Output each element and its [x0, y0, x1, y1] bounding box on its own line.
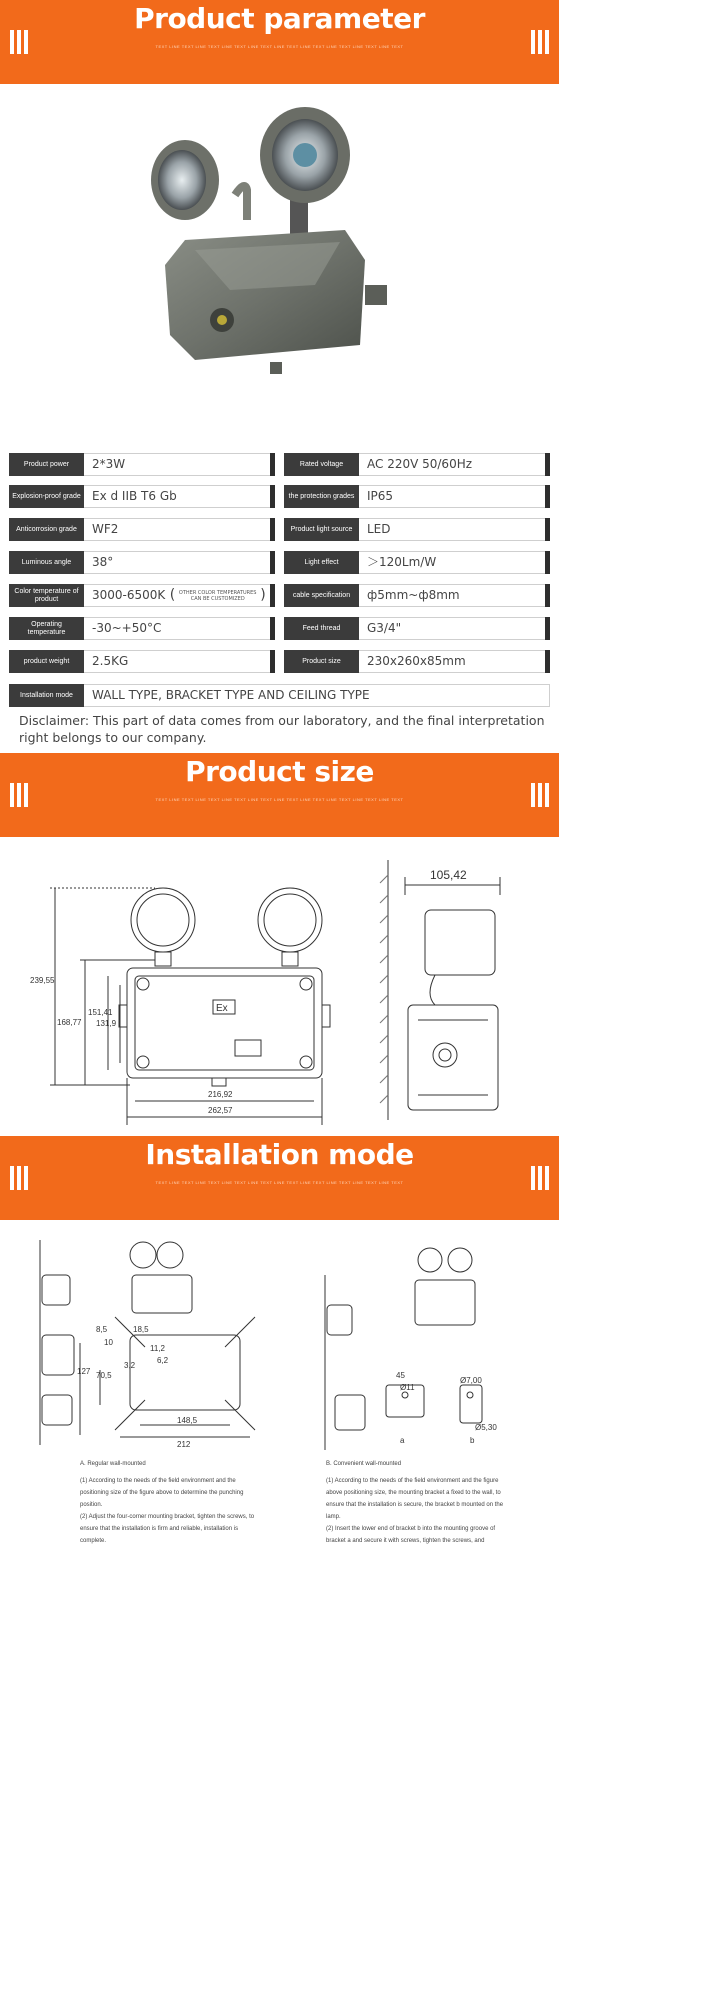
- param-row: [284, 453, 550, 476]
- banner-title: Installation mode: [145, 1138, 414, 1171]
- param-row: [9, 551, 275, 574]
- row-end-bar: [545, 650, 550, 673]
- param-label: Light effect: [284, 551, 359, 574]
- banner-title: Product size: [185, 755, 374, 788]
- row-end-bar: [545, 551, 550, 574]
- param-value: ф5mm~ф8mm: [367, 588, 460, 602]
- product-parameter-banner: [0, 0, 559, 84]
- dim-70-5: 70,5: [96, 1371, 112, 1380]
- param-row: [9, 617, 275, 640]
- param-label: Anticorrosion grade: [9, 518, 84, 541]
- caption-a-step-2: (2) Adjust the four-corner mounting bracket, tighten the screws, to ensure that the installation is firm and reliable, installation is complete.: [80, 1514, 255, 1544]
- param-value-cell: [84, 584, 270, 607]
- param-value: AC 220V 50/60Hz: [367, 457, 473, 471]
- size-drawing: [30, 855, 530, 1125]
- caption-a-title: A. Regular wall-mounted: [80, 1461, 146, 1467]
- param-value-cell: [84, 650, 270, 673]
- row-end-bar: [270, 485, 275, 508]
- param-label: Explosion-proof grade: [9, 485, 84, 508]
- paren-close: ): [260, 587, 266, 603]
- dim-127: 127: [77, 1367, 91, 1376]
- dim-d11: Ø11: [400, 1383, 415, 1392]
- ex-mark: Ex: [216, 1003, 228, 1014]
- param-value: 3000-6500K: [92, 588, 166, 602]
- caption-b: [326, 1458, 516, 1547]
- param-label: product weight: [9, 650, 84, 673]
- dim-d7: Ø7,00: [460, 1376, 482, 1385]
- param-value-cell: [84, 485, 270, 508]
- param-value-cell: [84, 617, 270, 640]
- caption-a-step-1: (1) According to the needs of the field environment and the positioning size of the figure above to determine the punching position.: [80, 1478, 244, 1508]
- product-photo: [140, 100, 420, 400]
- caption-b-title: B. Convenient wall-mounted: [326, 1461, 402, 1467]
- bars-icon: [531, 783, 549, 807]
- param-value-cell: [84, 453, 270, 476]
- param-value: 38°: [92, 555, 114, 569]
- param-label: Color temperature of product: [9, 584, 84, 607]
- dim-212: 212: [177, 1440, 191, 1449]
- param-label: the protection grades: [284, 485, 359, 508]
- param-value-cell: [359, 551, 545, 574]
- row-end-bar: [270, 650, 275, 673]
- bracket-b-label: b: [470, 1436, 475, 1445]
- color-temperature-note: OTHER COLOR TEMPERATURES CAN BE CUSTOMIZED: [178, 589, 257, 602]
- row-end-bar: [545, 518, 550, 541]
- param-row: [284, 584, 550, 607]
- banner-subtitle: TEXT LINE TEXT LINE TEXT LINE TEXT LINE TEXT LINE TEXT LINE TEXT LINE TEXT LINE TEXT LINE TEXT: [155, 797, 404, 802]
- dim-10: 10: [104, 1338, 113, 1347]
- param-value: Ex d IIB T6 Gb: [92, 489, 177, 503]
- param-value: 2.5KG: [92, 654, 129, 668]
- param-value: ＞120Lm/W: [367, 555, 437, 569]
- param-value: IP65: [367, 489, 394, 503]
- param-label: Installation mode: [9, 684, 84, 707]
- param-value-cell: [359, 617, 545, 640]
- param-label: Operating temperature: [9, 617, 84, 640]
- row-end-bar: [270, 518, 275, 541]
- param-value: WF2: [92, 522, 119, 536]
- dim-148-5: 148,5: [177, 1416, 198, 1425]
- dim-8-5: 8,5: [96, 1325, 108, 1334]
- param-value: LED: [367, 522, 391, 536]
- param-row: [9, 453, 275, 476]
- row-end-bar: [270, 551, 275, 574]
- dim-18-5: 18,5: [133, 1325, 149, 1334]
- dim-45: 45: [396, 1371, 405, 1380]
- param-label: Luminous angle: [9, 551, 84, 574]
- lamp-body: [165, 230, 387, 374]
- disclaimer-text: Disclaimer: This part of data comes from our laboratory, and the final interpretation right belongs to our company.: [19, 713, 545, 745]
- banner-title: Product parameter: [134, 2, 425, 35]
- banner-subtitle: TEXT LINE TEXT LINE TEXT LINE TEXT LINE TEXT LINE TEXT LINE TEXT LINE TEXT LINE TEXT LINE TEXT: [155, 1180, 404, 1185]
- param-label: Product size: [284, 650, 359, 673]
- product-size-banner: [0, 753, 559, 837]
- param-value-cell: [359, 453, 545, 476]
- dim-d5-3: Ø5,30: [475, 1423, 497, 1432]
- dim-height-a: 151,41: [88, 1008, 113, 1017]
- param-label: Rated voltage: [284, 453, 359, 476]
- row-end-bar: [545, 453, 550, 476]
- row-end-bar: [270, 584, 275, 607]
- dim-width-inner: 216,92: [208, 1090, 233, 1099]
- row-end-bar: [545, 617, 550, 640]
- dim-6-2: 6,2: [157, 1356, 169, 1365]
- param-value-cell: [359, 518, 545, 541]
- param-label: Product power: [9, 453, 84, 476]
- param-row: [9, 485, 275, 508]
- dim-3-2: 3,2: [124, 1361, 136, 1370]
- installation-mode-banner: [0, 1136, 559, 1220]
- param-value-cell: [359, 584, 545, 607]
- bars-icon: [531, 30, 549, 54]
- caption-a: [80, 1458, 260, 1547]
- param-row: [284, 650, 550, 673]
- installation-drawing: [20, 1235, 540, 1450]
- param-value: 2*3W: [92, 457, 126, 471]
- param-row: [284, 518, 550, 541]
- param-row: [9, 650, 275, 673]
- row-end-bar: [270, 617, 275, 640]
- param-value: 230x260x85mm: [367, 654, 466, 668]
- dim-height-total: 239,55: [30, 976, 55, 985]
- row-end-bar: [270, 453, 275, 476]
- param-row: [284, 485, 550, 508]
- param-row-installation: [9, 684, 550, 707]
- param-value: -30~+50°C: [92, 621, 162, 635]
- lamp-head-right: [260, 107, 350, 235]
- dim-width-total: 262,57: [208, 1106, 233, 1115]
- caption-b-step-1: (1) According to the needs of the field environment and the figure above positioning size, the mounting bracket a fixed to the wall, to ensure that the installation is secure, the bracket b mounted on the lamp.: [326, 1478, 504, 1520]
- bars-icon: [531, 1166, 549, 1190]
- param-label: cable specification: [284, 584, 359, 607]
- lamp-head-left: [151, 140, 247, 220]
- param-value: G3/4": [367, 621, 402, 635]
- param-value-cell: [359, 650, 545, 673]
- param-label: Product light source: [284, 518, 359, 541]
- paren-open: (: [165, 587, 176, 603]
- param-value-cell: [359, 485, 545, 508]
- banner-subtitle: TEXT LINE TEXT LINE TEXT LINE TEXT LINE TEXT LINE TEXT LINE TEXT LINE TEXT LINE TEXT LINE TEXT: [155, 44, 404, 49]
- param-row: [9, 518, 275, 541]
- dim-height-body: 168,77: [57, 1018, 82, 1027]
- caption-b-step-2: (2) Insert the lower end of bracket b into the mounting groove of bracket a and secure it with screws, tighten the screws, and: [326, 1526, 496, 1544]
- param-row: [9, 584, 275, 607]
- bracket-a-label: a: [400, 1436, 405, 1445]
- row-end-bar: [545, 584, 550, 607]
- param-value: WALL TYPE, BRACKET TYPE AND CEILING TYPE: [84, 684, 550, 707]
- dim-11-2: 11,2: [150, 1344, 165, 1353]
- param-value-cell: [84, 551, 270, 574]
- param-row: [284, 617, 550, 640]
- param-value-cell: [84, 518, 270, 541]
- param-row: [284, 551, 550, 574]
- param-label: Feed thread: [284, 617, 359, 640]
- dim-depth: 105,42: [430, 868, 467, 882]
- row-end-bar: [545, 485, 550, 508]
- dim-height-b: 131,9: [96, 1019, 117, 1028]
